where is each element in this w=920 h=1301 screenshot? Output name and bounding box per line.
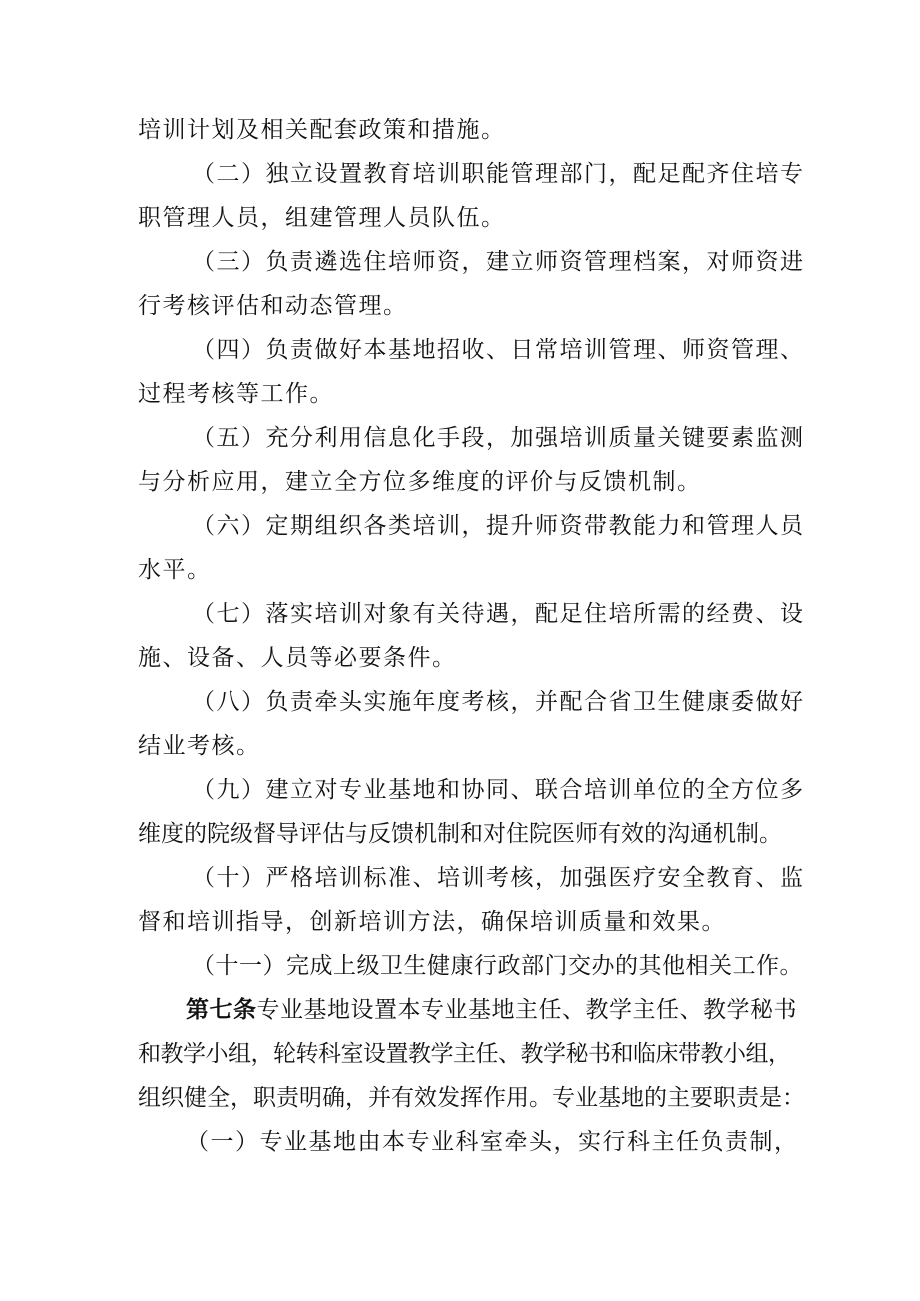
text-line: 维度的院级督导评估与反馈机制和对住院医师有效的沟通机制。 [138, 821, 782, 847]
list-item-10 [138, 856, 818, 944]
list-item-9 [138, 768, 818, 856]
text-line: 与分析应用，建立全方位多维度的评价与反馈机制。 [138, 469, 702, 495]
text-line: （三）负责遴选住培师资，建立师资管理档案，对师资进 [192, 249, 805, 275]
text-line: 结业考核。 [138, 733, 261, 759]
text-line: （五）充分利用信息化手段，加强培训质量关键要素监测 [192, 425, 805, 451]
text-line: 组织健全，职责明确，并有效发挥作用。专业基地的主要职责是： [138, 1085, 805, 1111]
text-line: （十一）完成上级卫生健康行政部门交办的其他相关工作。 [192, 953, 803, 979]
text-line: （六）定期组织各类培训，提升师资带教能力和管理人员 [192, 513, 805, 539]
text-line [138, 988, 818, 1032]
text-line: （一）专业基地由本专业科室牵头，实行科主任负责制， [186, 1129, 799, 1155]
list-item-4 [138, 328, 818, 416]
list-item-2 [138, 152, 818, 240]
text-line: 督和培训指导，创新培训方法，确保培训质量和效果。 [138, 909, 726, 935]
text-line: 职管理人员，组建管理人员队伍。 [138, 205, 506, 231]
text-line: （九）建立对专业基地和协同、联合培训单位的全方位多 [192, 777, 805, 803]
paragraph-continuation [138, 108, 818, 152]
article-7-paragraph [138, 988, 818, 1120]
text-line: 水平。 [138, 557, 212, 583]
list-item-11 [138, 944, 818, 988]
article-heading: 第七条 [186, 996, 257, 1023]
list-item-7 [138, 592, 818, 680]
text-line: （十）严格培训标准、培训考核，加强医疗安全教育、监 [192, 865, 805, 891]
list-item-6 [138, 504, 818, 592]
text-line: 行考核评估和动态管理。 [138, 293, 408, 319]
text-line: 培训计划及相关配套政策和措施。 [138, 117, 506, 143]
text-line: （二）独立设置教育培训职能管理部门，配足配齐住培专 [192, 161, 805, 187]
list-item-5 [138, 416, 818, 504]
text-line: 施、设备、人员等必要条件。 [138, 645, 457, 671]
text-line: 和教学小组，轮转科室设置教学主任、教学秘书和临床带教小组， [138, 1041, 791, 1067]
text-line: （七）落实培训对象有关待遇，配足住培所需的经费、设 [192, 601, 805, 627]
text-line: 过程考核等工作。 [138, 381, 334, 407]
list-item-3 [138, 240, 818, 328]
article-7-item-1 [138, 1120, 818, 1164]
article-text: 专业基地设置本专业基地主任、教学主任、教学秘书 [256, 997, 797, 1023]
list-item-8 [138, 680, 818, 768]
text-line: （八）负责牵头实施年度考核，并配合省卫生健康委做好 [192, 689, 805, 715]
text-line: （四）负责做好本基地招收、日常培训管理、师资管理、 [192, 337, 805, 363]
